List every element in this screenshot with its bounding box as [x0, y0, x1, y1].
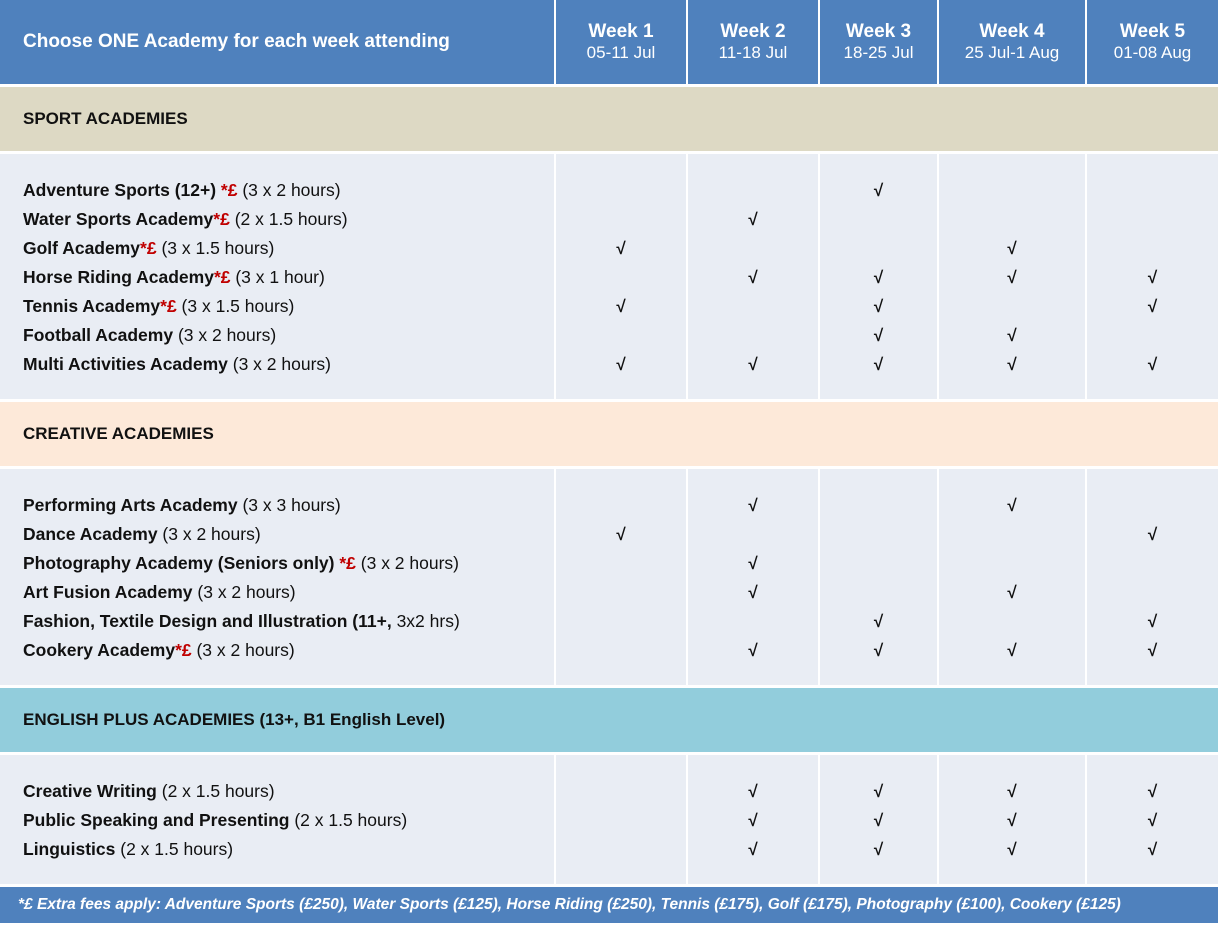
extra-fee-marker: *£ [213, 267, 231, 287]
week-name: Week 4 [979, 21, 1045, 42]
check-mark: √ [748, 496, 758, 515]
creative-academies-header [0, 401, 1218, 468]
check-mark: √ [1007, 840, 1017, 859]
empty-mark [820, 549, 937, 578]
check-mark: √ [1007, 811, 1017, 830]
academy-item [23, 607, 554, 636]
header-row [0, 0, 1218, 86]
empty-mark [820, 205, 937, 234]
empty-mark [1087, 491, 1218, 520]
academy-duration: (3 x 3 hours) [237, 495, 341, 515]
week-name: Week 5 [1119, 21, 1186, 42]
extra-fee-marker: *£ [339, 553, 356, 573]
academy-name: Horse Riding Academy [23, 267, 214, 287]
week-marks [1087, 154, 1218, 379]
check-mark: √ [748, 355, 758, 374]
academy-name: Art Fusion Academy [23, 582, 193, 602]
empty-mark [556, 835, 686, 864]
check-mark: √ [748, 840, 758, 859]
empty-mark [556, 578, 686, 607]
empty-mark [688, 321, 818, 350]
check-mark: √ [1007, 355, 1017, 374]
section-title: CREATIVE ACADEMIES [0, 401, 1218, 468]
check-mark: √ [1147, 355, 1158, 374]
footer-row [0, 886, 1218, 924]
academy-name: Cookery Academy [23, 640, 176, 660]
week-availability-cell [938, 153, 1086, 401]
week-dates: 05-11 Jul [586, 43, 656, 62]
check-mark: √ [1147, 782, 1158, 801]
week-dates: 18-25 Jul [843, 43, 914, 62]
check-mark: √ [616, 297, 626, 316]
academy-item [23, 292, 554, 321]
week-marks [820, 469, 937, 665]
academy-name: Dance Academy [23, 524, 158, 544]
extra-fees-note: *£ Extra fees apply: Adventure Sports (£250), Water Sports (£125), Horse Riding (£250), Tennis (£175), Golf (£175), Photography (£100), Cookery (£125) [0, 886, 1218, 924]
check-mark: √ [748, 641, 758, 660]
week-marks [939, 469, 1085, 665]
empty-mark [556, 205, 686, 234]
check-mark: √ [1007, 496, 1017, 515]
week-header [819, 0, 938, 86]
extra-fee-marker: *£ [140, 238, 157, 258]
week-availability-cell [819, 468, 938, 687]
academy-name: Public Speaking and Presenting [23, 810, 290, 830]
empty-mark [556, 491, 686, 520]
week-marks [939, 755, 1085, 864]
academy-list-cell [0, 754, 555, 886]
academy-name: Performing Arts Academy [23, 495, 238, 515]
week-marks [556, 154, 686, 379]
academy-item [23, 636, 554, 665]
week-marks [688, 469, 818, 665]
check-mark: √ [748, 554, 758, 573]
check-mark: √ [1147, 612, 1158, 631]
check-mark: √ [1147, 525, 1158, 544]
empty-mark [556, 321, 686, 350]
extra-fee-marker: *£ [213, 209, 230, 229]
academy-duration: 3x2 hrs) [396, 611, 460, 631]
check-mark: √ [1147, 268, 1158, 287]
check-mark: √ [1007, 239, 1017, 258]
check-mark: √ [873, 297, 884, 316]
week-dates: 01-08 Aug [1113, 43, 1192, 62]
section-body-row [0, 754, 1218, 886]
academy-item [23, 520, 554, 549]
academy-item [23, 806, 554, 835]
academy-duration: (3 x 2 hours) [355, 553, 460, 573]
academy-duration: (3 x 2 hours) [157, 524, 261, 544]
academy-list [0, 755, 554, 884]
week-availability-cell [819, 153, 938, 401]
empty-mark [556, 607, 686, 636]
check-mark: √ [873, 840, 884, 859]
academy-duration: (2 x 1.5 hours) [115, 839, 234, 859]
section-body-row [0, 153, 1218, 401]
check-mark: √ [873, 268, 884, 287]
empty-mark [688, 607, 818, 636]
week-header [1086, 0, 1218, 86]
week-dates: 25 Jul-1 Aug [964, 43, 1060, 62]
week-marks [1087, 469, 1218, 665]
check-mark: √ [748, 583, 758, 602]
academy-name: Golf Academy [23, 238, 141, 258]
empty-mark [556, 263, 686, 292]
check-mark: √ [1007, 326, 1017, 345]
academy-item [23, 263, 554, 292]
empty-mark [820, 578, 937, 607]
check-mark: √ [1147, 297, 1158, 316]
academy-item [23, 835, 554, 864]
week-marks [556, 469, 686, 665]
empty-mark [556, 806, 686, 835]
check-mark: √ [1007, 268, 1017, 287]
empty-mark [939, 292, 1085, 321]
check-mark: √ [616, 525, 626, 544]
academy-name: Water Sports Academy [23, 209, 214, 229]
empty-mark [688, 520, 818, 549]
empty-mark [939, 520, 1085, 549]
english-plus-academies-header [0, 687, 1218, 754]
week-header [938, 0, 1086, 86]
week-dates: 11-18 Jul [718, 43, 788, 62]
check-mark: √ [1147, 811, 1158, 830]
academy-list-cell [0, 468, 555, 687]
week-header [687, 0, 819, 86]
empty-mark [1087, 321, 1218, 350]
section-title: SPORT ACADEMIES [0, 86, 1218, 153]
academy-name: Fashion, Textile Design and Illustration (11+, [23, 611, 397, 631]
empty-mark [1087, 176, 1218, 205]
empty-mark [688, 292, 818, 321]
academy-item [23, 321, 554, 350]
check-mark: √ [616, 355, 626, 374]
academy-item [23, 205, 554, 234]
week-marks [820, 755, 937, 864]
week-availability-cell [1086, 153, 1218, 401]
empty-mark [820, 520, 937, 549]
empty-mark [820, 491, 937, 520]
week-marks [688, 755, 818, 864]
week-name: Week 1 [588, 21, 654, 42]
academy-list [0, 154, 554, 399]
academy-duration: (2 x 1.5 hours) [229, 209, 348, 229]
week-marks [688, 154, 818, 379]
academy-item [23, 777, 554, 806]
check-mark: √ [873, 782, 884, 801]
check-mark: √ [748, 811, 758, 830]
week-marks [939, 154, 1085, 379]
empty-mark [939, 176, 1085, 205]
section-body-row [0, 468, 1218, 687]
empty-mark [556, 549, 686, 578]
week-marks [820, 154, 937, 379]
week-availability-cell [1086, 468, 1218, 687]
check-mark: √ [873, 355, 884, 374]
check-mark: √ [873, 641, 884, 660]
empty-mark [939, 607, 1085, 636]
academy-duration: (3 x 1.5 hours) [156, 238, 275, 258]
week-name: Week 2 [720, 21, 786, 42]
week-availability-cell [687, 468, 819, 687]
check-mark: √ [1007, 641, 1017, 660]
empty-mark [1087, 549, 1218, 578]
week-availability-cell [938, 754, 1086, 886]
academy-name: Photography Academy (Seniors only) [23, 553, 340, 573]
academy-list [0, 469, 554, 685]
academy-name: Tennis Academy [23, 296, 161, 316]
academy-duration: (3 x 1.5 hours) [176, 296, 295, 316]
check-mark: √ [748, 782, 758, 801]
academy-name: Creative Writing [23, 781, 157, 801]
week-availability-cell [687, 153, 819, 401]
academy-item [23, 491, 554, 520]
empty-mark [1087, 234, 1218, 263]
academy-duration: (3 x 2 hours) [192, 582, 296, 602]
check-mark: √ [873, 612, 884, 631]
academy-duration: (3 x 2 hours) [191, 640, 295, 660]
extra-fee-marker: *£ [175, 640, 192, 660]
section-title: ENGLISH PLUS ACADEMIES (13+, B1 English Level) [0, 687, 1218, 754]
sections-body [0, 86, 1218, 886]
week-name: Week 3 [845, 21, 912, 42]
week-availability-cell [555, 153, 687, 401]
check-mark: √ [1147, 641, 1158, 660]
empty-mark [820, 234, 937, 263]
check-mark: √ [1007, 782, 1017, 801]
week-availability-cell [555, 468, 687, 687]
week-availability-cell [687, 754, 819, 886]
extra-fee-marker: *£ [160, 296, 177, 316]
academy-name: Multi Activities Academy [23, 354, 228, 374]
check-mark: √ [873, 181, 884, 200]
check-mark: √ [1147, 840, 1158, 859]
academy-duration: (2 x 1.5 hours) [289, 810, 408, 830]
week-header [555, 0, 687, 86]
academy-duration: (2 x 1.5 hours) [156, 781, 275, 801]
academy-name: Adventure Sports (12+) [23, 180, 221, 200]
academy-duration: (3 x 1 hour) [230, 267, 325, 287]
check-mark: √ [748, 210, 758, 229]
academy-duration: (3 x 2 hours) [173, 325, 277, 345]
week-availability-cell [555, 754, 687, 886]
academy-name: Linguistics [23, 839, 116, 859]
check-mark: √ [873, 811, 884, 830]
check-mark: √ [1007, 583, 1017, 602]
empty-mark [939, 549, 1085, 578]
empty-mark [688, 176, 818, 205]
empty-mark [688, 234, 818, 263]
check-mark: √ [873, 326, 884, 345]
academy-item [23, 350, 554, 379]
academy-item [23, 234, 554, 263]
week-marks [1087, 755, 1218, 864]
empty-mark [556, 636, 686, 665]
academy-item [23, 578, 554, 607]
empty-mark [1087, 205, 1218, 234]
empty-mark [556, 777, 686, 806]
academy-item [23, 176, 554, 205]
academy-list-cell [0, 153, 555, 401]
empty-mark [556, 176, 686, 205]
week-availability-cell [938, 468, 1086, 687]
table-title: Choose ONE Academy for each week attending [0, 0, 555, 86]
check-mark: √ [616, 239, 626, 258]
week-availability-cell [1086, 754, 1218, 886]
empty-mark [1087, 578, 1218, 607]
academy-item [23, 549, 554, 578]
sport-academies-header [0, 86, 1218, 153]
week-marks [556, 755, 686, 864]
academy-name: Football Academy [23, 325, 174, 345]
extra-fee-marker: *£ [220, 180, 238, 200]
check-mark: √ [748, 268, 758, 287]
empty-mark [939, 205, 1085, 234]
academy-duration: (3 x 2 hours) [227, 354, 331, 374]
academy-duration: (3 x 2 hours) [237, 180, 341, 200]
week-availability-cell [819, 754, 938, 886]
